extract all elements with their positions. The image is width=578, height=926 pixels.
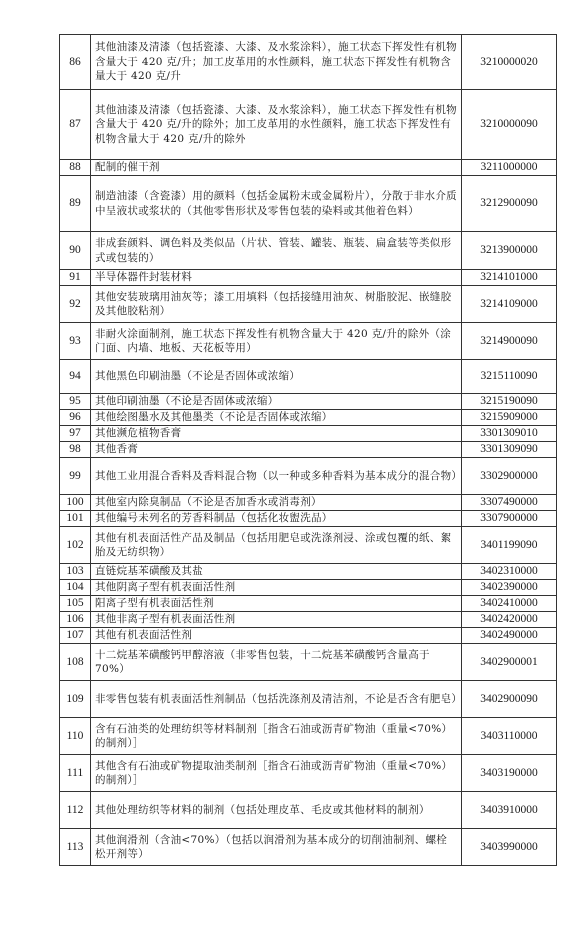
table-row [60, 755, 557, 792]
item-description: 半导体器件封装材料 [91, 270, 462, 286]
table-row [60, 176, 557, 232]
row-number: 107 [60, 628, 91, 644]
commodity-code: 3302900000 [462, 458, 557, 495]
table-row [60, 511, 557, 527]
table-body [60, 35, 557, 866]
commodity-code: 3215909000 [462, 410, 557, 426]
commodity-code: 3212900090 [462, 176, 557, 232]
table-row [60, 612, 557, 628]
item-description: 其他印刷油墨（不论是否固体或浓缩） [91, 394, 462, 410]
table-row [60, 270, 557, 286]
row-number: 94 [60, 360, 91, 394]
table-row [60, 232, 557, 270]
item-description: 其他含有石油或矿物提取油类制剂［指含石油或沥青矿物油（重量<70%）的制剂）］ [91, 755, 462, 792]
commodity-code: 3402420000 [462, 612, 557, 628]
commodity-code: 3301309010 [462, 426, 557, 442]
table-row [60, 792, 557, 829]
commodity-code: 3215110090 [462, 360, 557, 394]
row-number: 100 [60, 495, 91, 511]
item-description: 其他安装玻璃用油灰等；漆工用填料（包括接缝用油灰、树脂胶泥、嵌缝胶及其他胶粘剂） [91, 286, 462, 323]
commodity-code: 3403910000 [462, 792, 557, 829]
table-row [60, 410, 557, 426]
item-description: 非零售包装有机表面活性剂制品（包括洗涤剂及清洁剂，不论是否含有肥皂） [91, 681, 462, 718]
table-row [60, 442, 557, 458]
table-row [60, 564, 557, 580]
row-number: 109 [60, 681, 91, 718]
row-number: 111 [60, 755, 91, 792]
table-row [60, 323, 557, 360]
commodity-code: 3402390000 [462, 580, 557, 596]
row-number: 106 [60, 612, 91, 628]
row-number: 99 [60, 458, 91, 495]
commodity-code: 3307490000 [462, 495, 557, 511]
table-row [60, 426, 557, 442]
item-description: 配制的催干剂 [91, 160, 462, 176]
commodity-code: 3402490000 [462, 628, 557, 644]
commodity-code: 3214900090 [462, 323, 557, 360]
row-number: 90 [60, 232, 91, 270]
row-number: 98 [60, 442, 91, 458]
row-number: 101 [60, 511, 91, 527]
table-row [60, 458, 557, 495]
item-description: 其他工业用混合香料及香料混合物（以一种或多种香料为基本成分的混合物） [91, 458, 462, 495]
item-description: 其他油漆及清漆（包括瓷漆、大漆、及水浆涂料），施工状态下挥发性有机物含量大于 420 克/升的除外；加工皮革用的水性颜料，施工状态下挥发性有机物含量大于 420 克/升的除外 [91, 90, 462, 160]
item-description: 其他处理纺织等材料的制剂（包括处理皮革、毛皮或其他材料的制剂） [91, 792, 462, 829]
row-number: 87 [60, 90, 91, 160]
row-number: 88 [60, 160, 91, 176]
item-description: 其他油漆及清漆（包括瓷漆、大漆、及水浆涂料），施工状态下挥发性有机物含量大于 420 克/升；加工皮革用的水性颜料，施工状态下挥发性有机物含量大于 420 克/升 [91, 35, 462, 90]
commodity-code: 3214109000 [462, 286, 557, 323]
commodity-code: 3214101000 [462, 270, 557, 286]
tariff-table [59, 34, 557, 866]
commodity-code: 3213900000 [462, 232, 557, 270]
item-description: 非成套颜料、调色料及类似品（片状、管装、罐装、瓶装、扁盒装等类似形式或包装的） [91, 232, 462, 270]
item-description: 含有石油类的处理纺织等材料制剂［指含石油或沥青矿物油（重量<70%）的制剂）］ [91, 718, 462, 755]
table-row [60, 644, 557, 681]
table-row [60, 394, 557, 410]
item-description: 十二烷基苯磺酸钙甲醇溶液（非零售包装，十二烷基苯磺酸钙含量高于 70%） [91, 644, 462, 681]
row-number: 112 [60, 792, 91, 829]
commodity-code: 3210000020 [462, 35, 557, 90]
row-number: 104 [60, 580, 91, 596]
item-description: 直链烷基苯磺酸及其盐 [91, 564, 462, 580]
item-description: 其他编号未列名的芳香料制品（包括化妆盥洗品） [91, 511, 462, 527]
item-description: 其他香膏 [91, 442, 462, 458]
row-number: 91 [60, 270, 91, 286]
row-number: 105 [60, 596, 91, 612]
item-description: 其他润滑剂（含油<70%）（包括以润滑剂为基本成分的切削油制剂、螺栓松开剂等） [91, 829, 462, 866]
item-description: 其他黑色印刷油墨（不论是否固体或浓缩） [91, 360, 462, 394]
commodity-code: 3403190000 [462, 755, 557, 792]
row-number: 108 [60, 644, 91, 681]
commodity-code: 3403110000 [462, 718, 557, 755]
item-description: 阳离子型有机表面活性剂 [91, 596, 462, 612]
commodity-code: 3307900000 [462, 511, 557, 527]
item-description: 其他濒危植物香膏 [91, 426, 462, 442]
row-number: 92 [60, 286, 91, 323]
item-description: 制造油漆（含瓷漆）用的颜料（包括金属粉末或金属粉片），分散于非水介质中呈液状或浆状的（其他零售形状及零售包装的染料或其他着色料） [91, 176, 462, 232]
row-number: 103 [60, 564, 91, 580]
table-row [60, 681, 557, 718]
item-description: 非耐火涂面制剂，施工状态下挥发性有机物含量大于 420 克/升的除外（涂门面、内墙、地板、天花板等用） [91, 323, 462, 360]
table-row [60, 160, 557, 176]
commodity-code: 3301309090 [462, 442, 557, 458]
row-number: 110 [60, 718, 91, 755]
commodity-code: 3403990000 [462, 829, 557, 866]
commodity-code: 3402310000 [462, 564, 557, 580]
commodity-code: 3211000000 [462, 160, 557, 176]
row-number: 97 [60, 426, 91, 442]
table-row [60, 35, 557, 90]
item-description: 其他阴离子型有机表面活性剂 [91, 580, 462, 596]
commodity-code: 3401199090 [462, 527, 557, 564]
row-number: 86 [60, 35, 91, 90]
row-number: 113 [60, 829, 91, 866]
commodity-code: 3402900090 [462, 681, 557, 718]
table-row [60, 628, 557, 644]
table-row [60, 718, 557, 755]
row-number: 89 [60, 176, 91, 232]
row-number: 93 [60, 323, 91, 360]
row-number: 96 [60, 410, 91, 426]
item-description: 其他室内除臭制品（不论是否加香水或消毒剂） [91, 495, 462, 511]
commodity-code: 3402900001 [462, 644, 557, 681]
table-row [60, 829, 557, 866]
table-row [60, 527, 557, 564]
item-description: 其他有机表面活性剂 [91, 628, 462, 644]
table-row [60, 580, 557, 596]
commodity-code: 3210000090 [462, 90, 557, 160]
commodity-code: 3215190090 [462, 394, 557, 410]
item-description: 其他有机表面活性产品及制品（包括用肥皂或洗涤剂浸、涂或包覆的纸、絮胎及无纺织物） [91, 527, 462, 564]
item-description: 其他绘图墨水及其他墨类（不论是否固体或浓缩） [91, 410, 462, 426]
table-row [60, 596, 557, 612]
item-description: 其他非离子型有机表面活性剂 [91, 612, 462, 628]
table-row [60, 286, 557, 323]
row-number: 102 [60, 527, 91, 564]
table-row [60, 90, 557, 160]
commodity-code: 3402410000 [462, 596, 557, 612]
table-row [60, 360, 557, 394]
table-row [60, 495, 557, 511]
row-number: 95 [60, 394, 91, 410]
